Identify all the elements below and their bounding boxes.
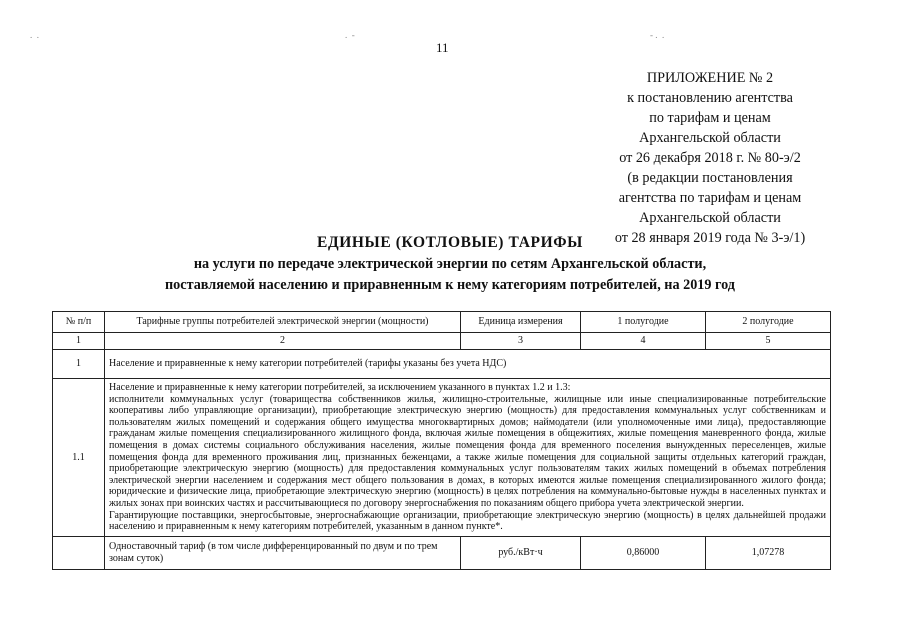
tariff-h2-value: 1,07278 <box>706 536 831 569</box>
header-cell-h2: 2 полугодие <box>706 312 831 333</box>
scan-speck: . . <box>30 30 39 40</box>
title-subtitle-1: на услуги по передаче электрической энергии по сетям Архангельской области, <box>193 256 707 272</box>
column-number: 2 <box>105 333 461 350</box>
scan-speck: - . . <box>650 30 665 40</box>
tariff-table <box>52 311 831 570</box>
subsection-row <box>53 379 831 537</box>
appendix-line: от 26 декабря 2018 г. № 80-э/2 <box>619 150 801 166</box>
appendix-line: Архангельской области <box>639 210 781 226</box>
page-number: 11 <box>436 40 449 55</box>
section-row <box>53 350 831 379</box>
appendix-block <box>592 68 828 248</box>
header-cell-unit: Единица измерения <box>461 312 581 333</box>
tariff-h1-value: 0,86000 <box>581 536 706 569</box>
column-number-row <box>53 333 831 350</box>
tariff-name: Одноставочный тариф (в том числе дифференцированный по двум и по трем зонам суток) <box>105 536 461 569</box>
subsection-title: Население и приравненные к нему категории потребителей, за исключением указанного в пунктах 1.2 и 1.3: <box>109 382 571 393</box>
header-cell-num: № п/п <box>53 312 105 333</box>
column-number: 5 <box>706 333 831 350</box>
subsection-description <box>105 379 831 537</box>
document-title <box>60 232 840 296</box>
tariff-row <box>53 536 831 569</box>
column-number: 1 <box>53 333 105 350</box>
appendix-line: ПРИЛОЖЕНИЕ № 2 <box>646 70 774 86</box>
subsection-body: исполнители коммунальных услуг (товарищества собственников жилья, жилищно-строительные, жилищные или иные специализированные потребительские кооперативы либо управляющие организации), приобретающие электрическую энергию (мощность) для предоставления коммунальных услуг собственникам и пользователям жилых помещений и содержания общего имущества многоквартирных домов; наймодатели (или уполномоченные ими лица), предоставляющие гражданам жилые помещения специализированного жилищного фонда, включая жилые помещения в общежитиях, жилые помещения маневренного фонда, жилые помещения в домах системы социального обслуживания населения, жилые помещения фонда для временного поселения вынужденных переселенцев, жилые помещения фонда для временного проживания лиц, признанных беженцами, а также жилые помещения для социальной защиты отдельных категорий граждан, приобретающие электрическую энергию (мощность) для предоставления коммунальных услуг пользователям таких жилых помещений в объемах потребления электрической энергии населением и содержания мест общего пользования в домах, в которых имеются жилые помещения специализированного жилого фонда; юридические и физические лица, приобретающие электрическую энергию (мощность) в целях потребления на коммунально-бытовые нужды в населенных пунктах и жилых зонах при воинских частях и рассчитывающиеся по договору энергоснабжения по показаниям общего прибора учета электрической энергии. <box>109 393 826 509</box>
subsection-number: 1.1 <box>53 379 105 537</box>
appendix-line: (в редакции постановления <box>627 170 793 186</box>
tariff-unit: руб./кВт·ч <box>461 536 581 569</box>
section-text: Население и приравненные к нему категории потребителей (тарифы указаны без учета НДС) <box>105 350 831 379</box>
appendix-line: к постановлению агентства <box>627 90 793 106</box>
subsection-body-2: Гарантирующие поставщики, энергосбытовые, энергоснабжающие организации, приобретающие электрическую энергию (мощность) в целях дальнейшей продажи населению и приравненным к нему категориям потребителей, указанным в данном пункте*. <box>109 509 826 533</box>
header-cell-groups: Тарифные группы потребителей электрической энергии (мощности) <box>105 312 461 333</box>
header-cell-h1: 1 полугодие <box>581 312 706 333</box>
title-subtitle-2: поставляемой населению и приравненным к нему категориям потребителей, на 2019 год <box>165 277 735 293</box>
tariff-row-num-cell <box>53 536 105 569</box>
appendix-line: агентства по тарифам и ценам <box>618 190 802 206</box>
scan-speck: . - <box>345 30 355 40</box>
section-number: 1 <box>53 350 105 379</box>
appendix-line: от 28 января 2019 года № 3-э/1) <box>614 230 806 246</box>
column-number: 4 <box>581 333 706 350</box>
appendix-line: по тарифам и ценам <box>649 110 771 126</box>
title-main: ЕДИНЫЕ (КОТЛОВЫЕ) ТАРИФЫ <box>317 234 583 251</box>
column-number: 3 <box>461 333 581 350</box>
table-header-row <box>53 312 831 333</box>
appendix-line: Архангельской области <box>639 130 781 146</box>
